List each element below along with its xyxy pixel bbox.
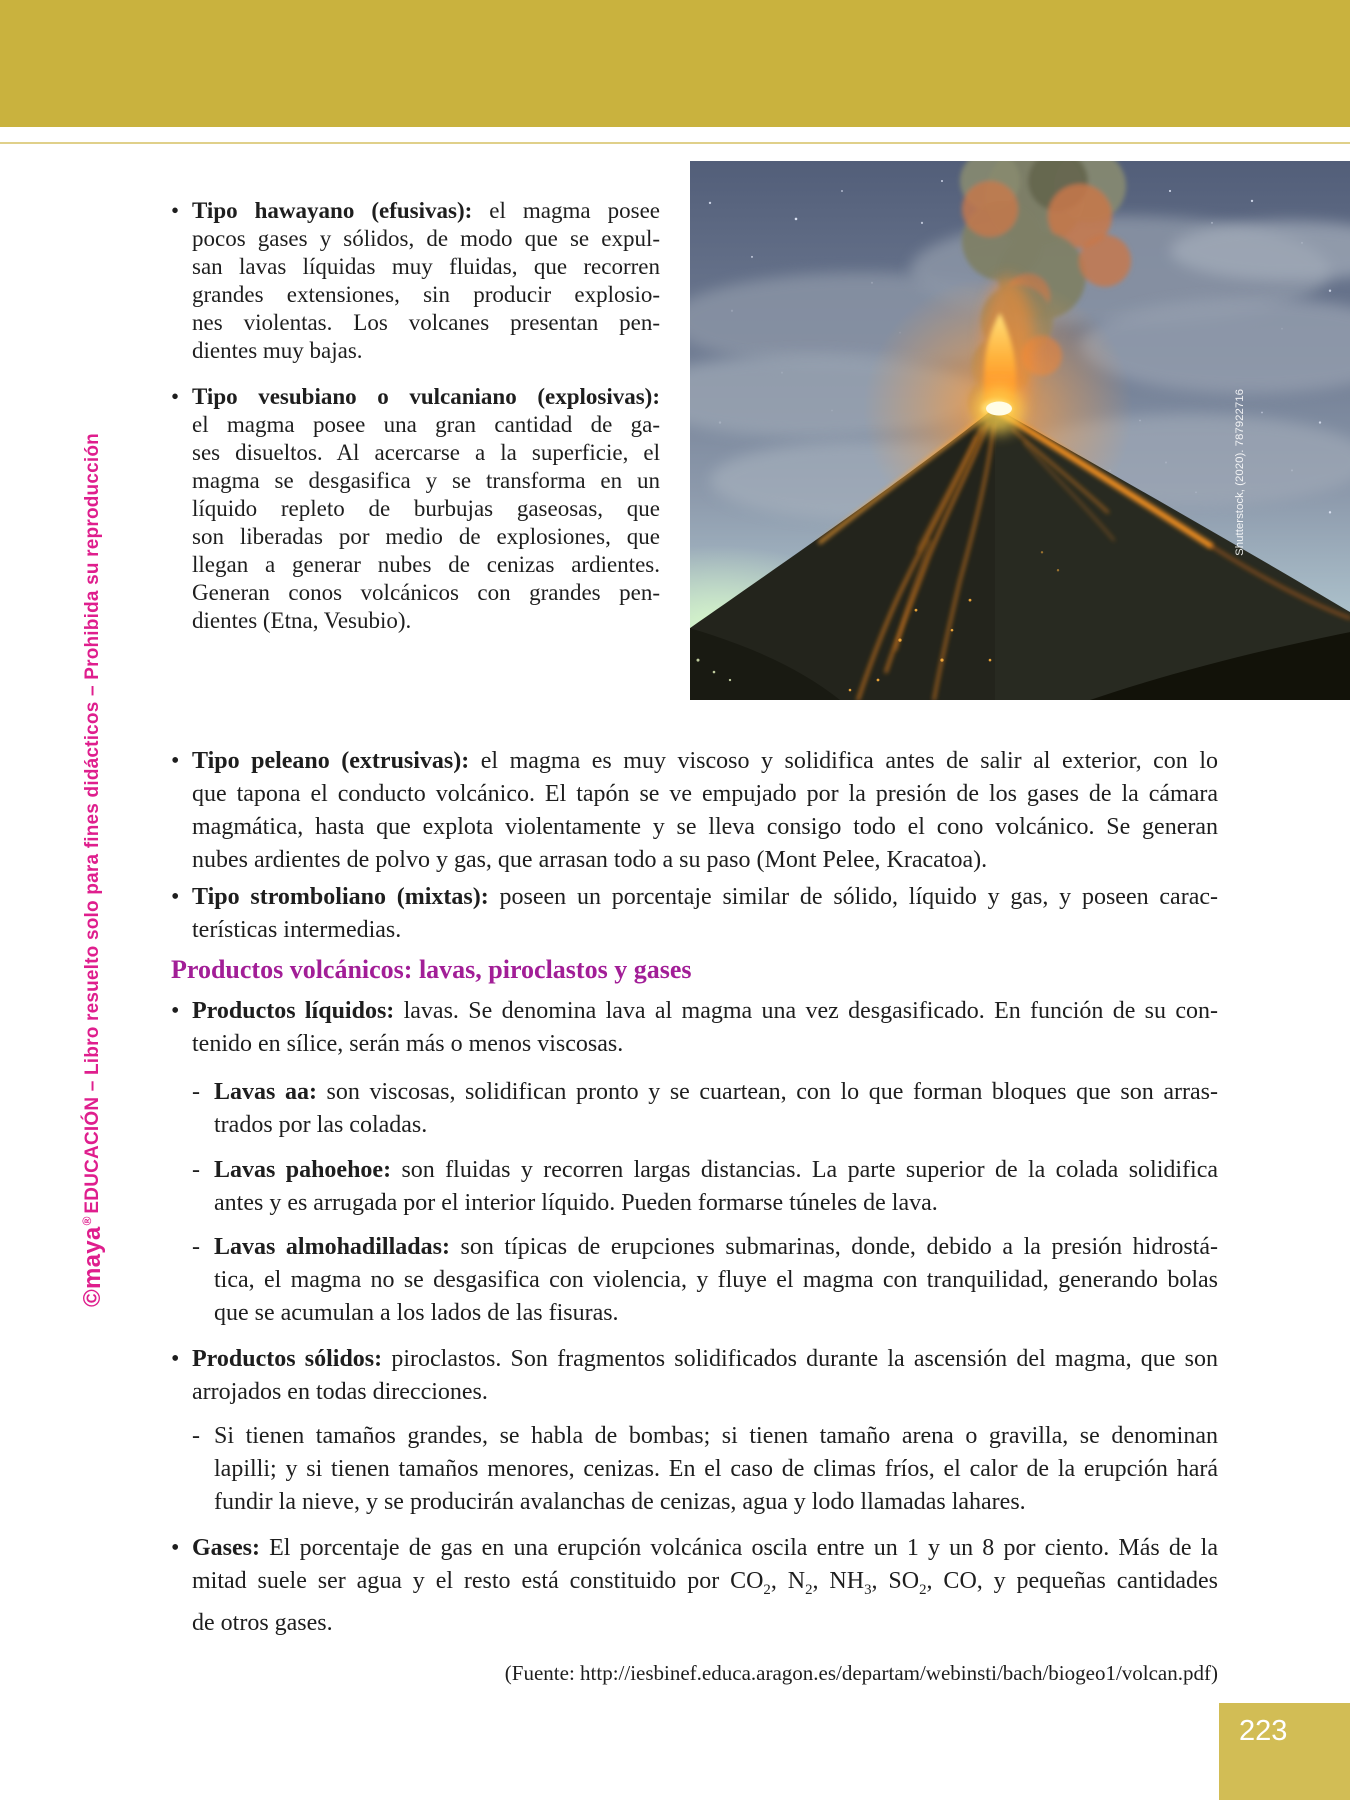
dash-marker: - <box>192 1157 200 1183</box>
paragraph-tipo-peleano: • Tipo peleano (extrusivas): el magma es muy viscoso y solidifica antes de salir al exterior, con lo que tapona el conducto volcánico. El tapón se ve empujado por la presión de los gases de la cámara magmática, hasta que explota violentamente y se lleva consigo todo el cono volcánico. Se generan nubes ardientes de polvo y gas, que arrasan todo a su paso (Mont Pelee, Kracatoa). <box>171 745 1218 877</box>
paragraph-piroclastos-tamanos: - Si tienen tamaños grandes, se habla de bombas; si tienen tamaño arena o gravilla, se denominan lapilli; y si tienen tamaños menores, cenizas. En el caso de climas fríos, el calor de la erupción hará fundir la nieve, y se producirán avalanchas de cenizas, agua y lodo llamadas lahares. <box>171 1420 1218 1519</box>
bullet-marker: • <box>171 748 180 774</box>
page-number-box <box>1219 1703 1350 1800</box>
volcano-photo <box>690 161 1350 700</box>
paragraph-lavas-almohadilladas: - Lavas almohadilladas: son típicas de erupciones submarinas, donde, debido a la presión hidrostá- tica, el magma no se desgasifica con violencia, y fluye el magma con tranquilidad, generando bolas que se acumulan a los lados de las fisuras. <box>171 1231 1218 1330</box>
dash-marker: - <box>192 1234 200 1260</box>
page-number: 223 <box>1239 1715 1288 1747</box>
bullet-marker: • <box>171 1535 180 1561</box>
bullet-marker: • <box>171 198 180 223</box>
paragraph-lavas-aa: - Lavas aa: son viscosas, solidifican pronto y se cuartean, con lo que forman bloques que son arras- trados por las coladas. <box>171 1076 1218 1142</box>
copyright-watermark <box>78 420 108 1320</box>
narrow-text-column <box>171 197 660 635</box>
paragraph-productos-solidos: • Productos sólidos: piroclastos. Son fragmentos solidificados durante la ascensión del magma, que son arrojados en todas direcciones. <box>171 1343 1218 1409</box>
paragraph-gases: • Gases: El porcentaje de gas en una erupción volcánica oscila entre un 1 y un 8 por ciento. Más de la mitad suele ser agua y el resto está constituido por $CO_2$, $N_2$, $NH_3$, $SO_2$, CO, y pequeñas cantidades de otros gases. <box>171 1532 1218 1640</box>
section-heading-products: Productos volcánicos: lavas, piroclastos y gases <box>171 955 692 984</box>
dash-marker: - <box>192 1079 200 1105</box>
volcano-photo-illustration <box>690 161 1350 700</box>
bullet-marker: • <box>171 1346 180 1372</box>
bullet-marker: • <box>171 884 180 910</box>
paragraph-tipo-hawayano: • Tipo hawayano (efusivas): el magma posee pocos gases y sólidos, de modo que se expul- san lavas líquidas muy fluidas, que recorren grandes extensiones, sin producir explosio- nes violentas. Los volcanes presentan pen- dientes muy bajas. <box>171 198 660 363</box>
top-gold-hairline <box>0 142 1350 144</box>
source-line: (Fuente: http://iesbinef.educa.aragon.es/departam/webinsti/bach/biogeo1/volcan.pdf) <box>504 1660 1218 1685</box>
dash-marker: - <box>192 1423 200 1449</box>
paragraph-productos-liquidos: • Productos líquidos: lavas. Se denomina lava al magma una vez desgasificado. En función de su con- tenido en sílice, serán más o menos viscosas. <box>171 995 1218 1061</box>
paragraph-tipo-vesubiano: • Tipo vesubiano o vulcaniano (explosivas): el magma posee una gran cantidad de ga- ses disueltos. Al acercarse a la superficie, el magma se desgasifica y se transforma en un líquido repleto de burbujas gaseosas, que son liberadas por medio de explosiones, que llegan a generar nubes de cenizas ardientes. Generan conos volcánicos con grandes pen- dientes (Etna, Vesubio). <box>171 384 660 633</box>
photo-credit: Shutterstock, (2020). 787922716 <box>1233 388 1247 556</box>
top-gold-band <box>0 0 1350 127</box>
paragraph-tipo-stromboliano: • Tipo stromboliano (mixtas): poseen un porcentaje similar de sólido, líquido y gas, y poseen carac- terísticas intermedias. <box>171 881 1218 947</box>
paragraph-lavas-pahoehoe: - Lavas pahoehoe: son fluidas y recorren largas distancias. La parte superior de la colada solidifica antes y es arrugada por el interior líquido. Pueden formarse túneles de lava. <box>171 1154 1218 1220</box>
publisher-logo: ©maya <box>79 1226 106 1307</box>
watermark-text: EDUCACIÓN – Libro resuelto solo para fines didácticos – Prohibida su reproducción <box>82 433 103 1214</box>
bullet-marker: • <box>171 998 180 1024</box>
bullet-marker: • <box>171 384 180 409</box>
registered-mark: ® <box>80 1216 94 1226</box>
full-text-column <box>171 745 1218 1687</box>
